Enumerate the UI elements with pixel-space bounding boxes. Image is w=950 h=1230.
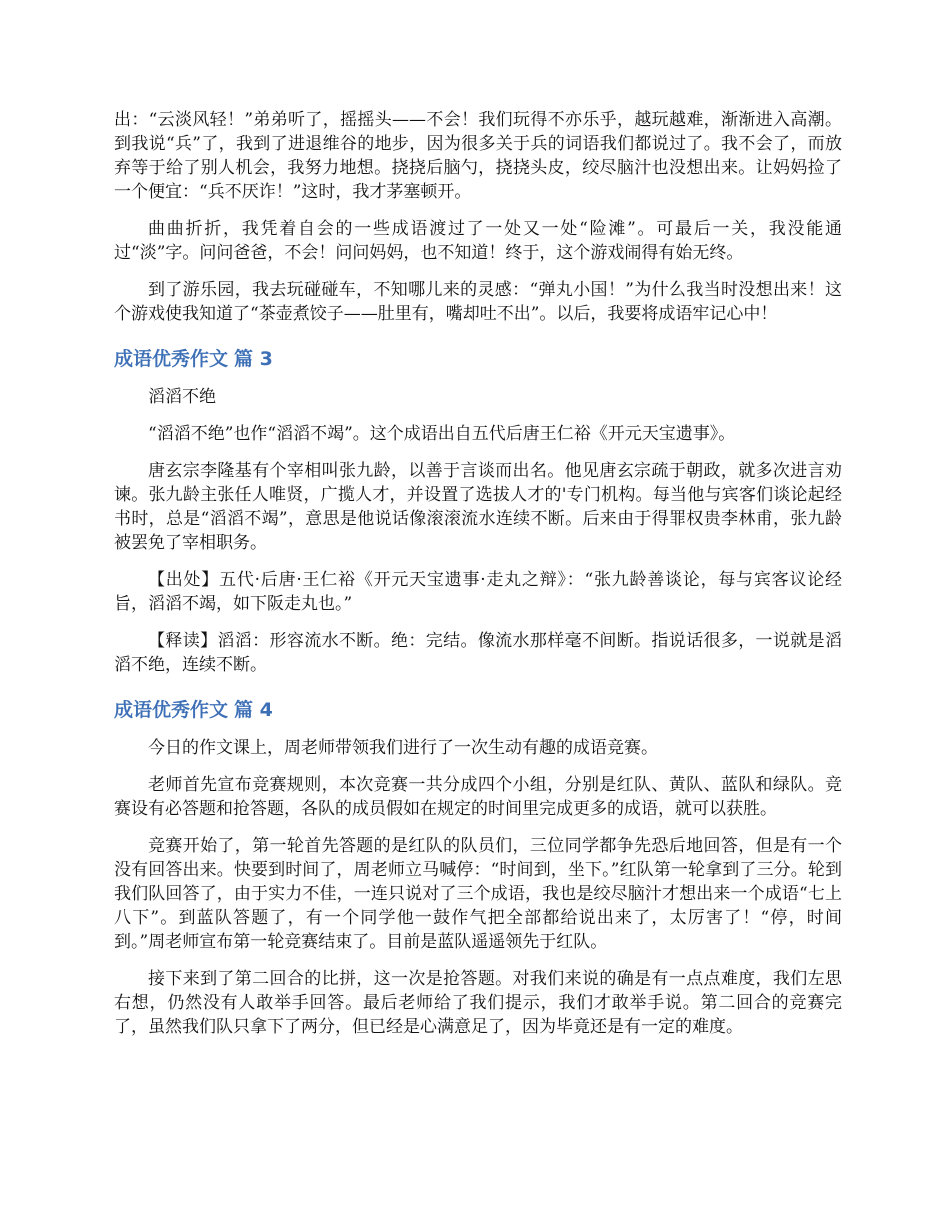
section-4-heading (114, 697, 842, 723)
section-3-title: 成语优秀作文 (114, 348, 229, 370)
section-4-paragraph-2: 老师首先宣布竞赛规则，本次竞赛一共分成四个小组，分别是红队、黄队、蓝队和绿队。竞赛设有必答题和抢答题，各队的成员假如在规定的时间里完成更多的成语，就可以获胜。 (114, 775, 842, 819)
section-3-paragraph-4: 【出处】五代·后唐·王仁裕《开元天宝遗事·走丸之辩》：“张九龄善谈论，每与宾客议论经旨，滔滔不竭，如下阪走丸也。” (114, 570, 842, 614)
section-3-paragraph-5: 【释读】滔滔：形容流水不断。绝：完结。像流水那样毫不间断。指说话很多，一说就是滔滔不绝，连续不断。 (114, 631, 842, 675)
section-4-title: 成语优秀作文 (114, 699, 229, 721)
section-3-number: 篇 3 (234, 348, 273, 370)
section-4-number: 篇 4 (234, 699, 273, 721)
section-4-paragraph-3: 竞赛开始了，第一轮首先答题的是红队的队员们，三位同学都争先恐后地回答，但是有一个没有回答出来。快要到时间了，周老师立马喊停：“时间到，坐下。”红队第一轮拿到了三分。轮到我们队回答了，由于实力不佳，一连只说对了三个成语，我也是绞尽脑汁才想出来一个成语“七上八下”。到蓝队答题了，有一个同学他一鼓作气把全部都给说出来了，太厉害了！“停，时间到。”周老师宣布第一轮竞赛结束了。目前是蓝队遥遥领先于红队。 (114, 836, 842, 952)
section-3-heading (114, 346, 842, 372)
section-4-paragraph-1: 今日的作文课上，周老师带领我们进行了一次生动有趣的成语竞赛。 (148, 738, 658, 758)
intro-paragraph-2: 曲曲折折，我凭着自会的一些成语渡过了一处又一处“险滩”。可最后一关，我没能通过“淡”字。问问爸爸，不会！问问妈妈，也不知道！终于，这个游戏闹得有始无终。 (114, 219, 842, 263)
section-3-paragraph-1: 滔滔不绝 (148, 387, 216, 407)
intro-paragraph-1: 出：“云淡风轻！”弟弟听了，摇摇头——不会！我们玩得不亦乐乎，越玩越难，渐渐进入高潮。到我说“兵”了，我到了进退维谷的地步，因为很多关于兵的词语我们都说过了。我不会了，而放弃等于给了别人机会，我努力地想。挠挠后脑勺，挠挠头皮，绞尽脑汁也没想出来。让妈妈捡了一个便宜：“兵不厌诈！”这时，我才茅塞顿开。 (114, 110, 842, 202)
section-4-paragraph-4: 接下来到了第二回合的比拼，这一次是抢答题。对我们来说的确是有一点点难度，我们左思右想，仍然没有人敢举手回答。最后老师给了我们提示，我们才敢举手说。第二回合的竞赛完了，虽然我们队只拿下了两分，但已经是心满意足了，因为毕竟还是有一定的难度。 (114, 969, 842, 1037)
section-3-paragraph-3: 唐玄宗李隆基有个宰相叫张九龄，以善于言谈而出名。他见唐玄宗疏于朝政，就多次进言劝谏。张九龄主张任人唯贤，广揽人才，并设置了选拔人才的'专门机构。每当他与宾客们谈论起经书时，总是“滔滔不竭”，意思是他说话像滚滚流水连续不断。后来由于得罪权贵李林甫，张九龄被罢免了宰相职务。 (114, 461, 842, 553)
intro-paragraph-3: 到了游乐园，我去玩碰碰车，不知哪儿来的灵感：“弹丸小国！”为什么我当时没想出来！这个游戏使我知道了“茶壶煮饺子——肚里有，嘴却吐不出”。以后，我要将成语牢记心中！ (114, 280, 842, 324)
section-3-paragraph-2: “滔滔不绝”也作“滔滔不竭”。这个成语出自五代后唐王仁裕《开元天宝遗事》。 (148, 424, 736, 444)
document-page (114, 108, 842, 1052)
